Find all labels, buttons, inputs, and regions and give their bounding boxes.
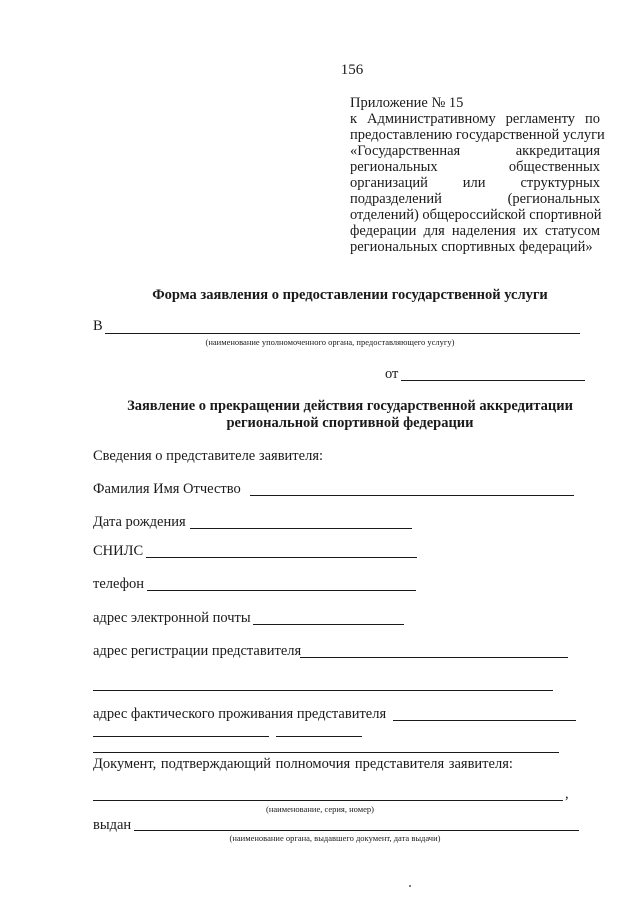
actual-address-label: адрес фактического проживания представителя bbox=[93, 706, 387, 722]
statement-title-line1: Заявление о прекращении действия государственной аккредитации bbox=[127, 398, 573, 414]
snils-field[interactable] bbox=[146, 557, 417, 558]
email-label: адрес электронной почты bbox=[93, 610, 251, 626]
document-caption: (наименование, серия, номер) bbox=[266, 804, 374, 814]
issued-by-field[interactable] bbox=[134, 830, 579, 831]
page-number: 156 bbox=[340, 62, 364, 78]
birth-date-field[interactable] bbox=[190, 528, 412, 529]
appendix-line: организаций или структурных bbox=[350, 175, 600, 191]
appendix-line: подразделений (региональных bbox=[350, 191, 600, 207]
snils-label: СНИЛС bbox=[93, 543, 144, 559]
to-prefix: В bbox=[93, 318, 103, 334]
actual-address-field[interactable] bbox=[393, 720, 576, 721]
registration-address-label: адрес регистрации представителя bbox=[93, 643, 302, 659]
issued-by-label: выдан bbox=[93, 817, 132, 833]
appendix-line: региональных спортивных федераций» bbox=[350, 239, 593, 255]
registration-address-field[interactable] bbox=[300, 657, 568, 658]
to-authority-caption: (наименование уполномоченного органа, предоставляющего услугу) bbox=[205, 337, 455, 347]
appendix-line: федерации для наделения их статусом bbox=[350, 223, 600, 239]
statement-title bbox=[0, 398, 640, 432]
phone-label: телефон bbox=[93, 576, 145, 592]
registration-address-field-line2[interactable] bbox=[93, 690, 553, 691]
from-prefix: от bbox=[385, 366, 399, 382]
scan-speck bbox=[409, 885, 411, 887]
actual-address-field-line2b[interactable] bbox=[276, 736, 362, 737]
appendix-line: к Административному регламенту по bbox=[350, 111, 600, 127]
issued-by-caption: (наименование органа, выдавшего документ, дата выдачи) bbox=[229, 833, 441, 843]
birth-date-label: Дата рождения bbox=[93, 514, 186, 530]
phone-field[interactable] bbox=[147, 590, 416, 591]
actual-address-field-line3[interactable] bbox=[93, 752, 559, 753]
full-name-field[interactable] bbox=[250, 495, 574, 496]
email-field[interactable] bbox=[253, 624, 404, 625]
document-comma: , bbox=[565, 786, 569, 802]
document-field[interactable] bbox=[93, 800, 563, 801]
appendix-line: предоставлению государственной услуги bbox=[350, 127, 605, 143]
appendix-line: отделений) общероссийской спортивной bbox=[350, 207, 602, 223]
appendix-line: региональных общественных bbox=[350, 159, 600, 175]
statement-title-line2: региональной спортивной федерации bbox=[226, 415, 474, 431]
to-authority-field[interactable] bbox=[105, 333, 580, 334]
from-field[interactable] bbox=[401, 380, 585, 381]
actual-address-field-line2a[interactable] bbox=[93, 736, 269, 737]
section-label: Сведения о представителе заявителя: bbox=[93, 448, 324, 464]
appendix-line: «Государственная аккредитация bbox=[350, 143, 600, 159]
appendix-block bbox=[350, 95, 605, 255]
appendix-line: Приложение № 15 bbox=[350, 95, 464, 111]
full-name-label: Фамилия Имя Отчество bbox=[93, 481, 241, 497]
document-label: Документ, подтверждающий полномочия представителя заявителя: bbox=[93, 756, 513, 772]
form-title: Форма заявления о предоставлении государственной услуги bbox=[152, 287, 548, 303]
